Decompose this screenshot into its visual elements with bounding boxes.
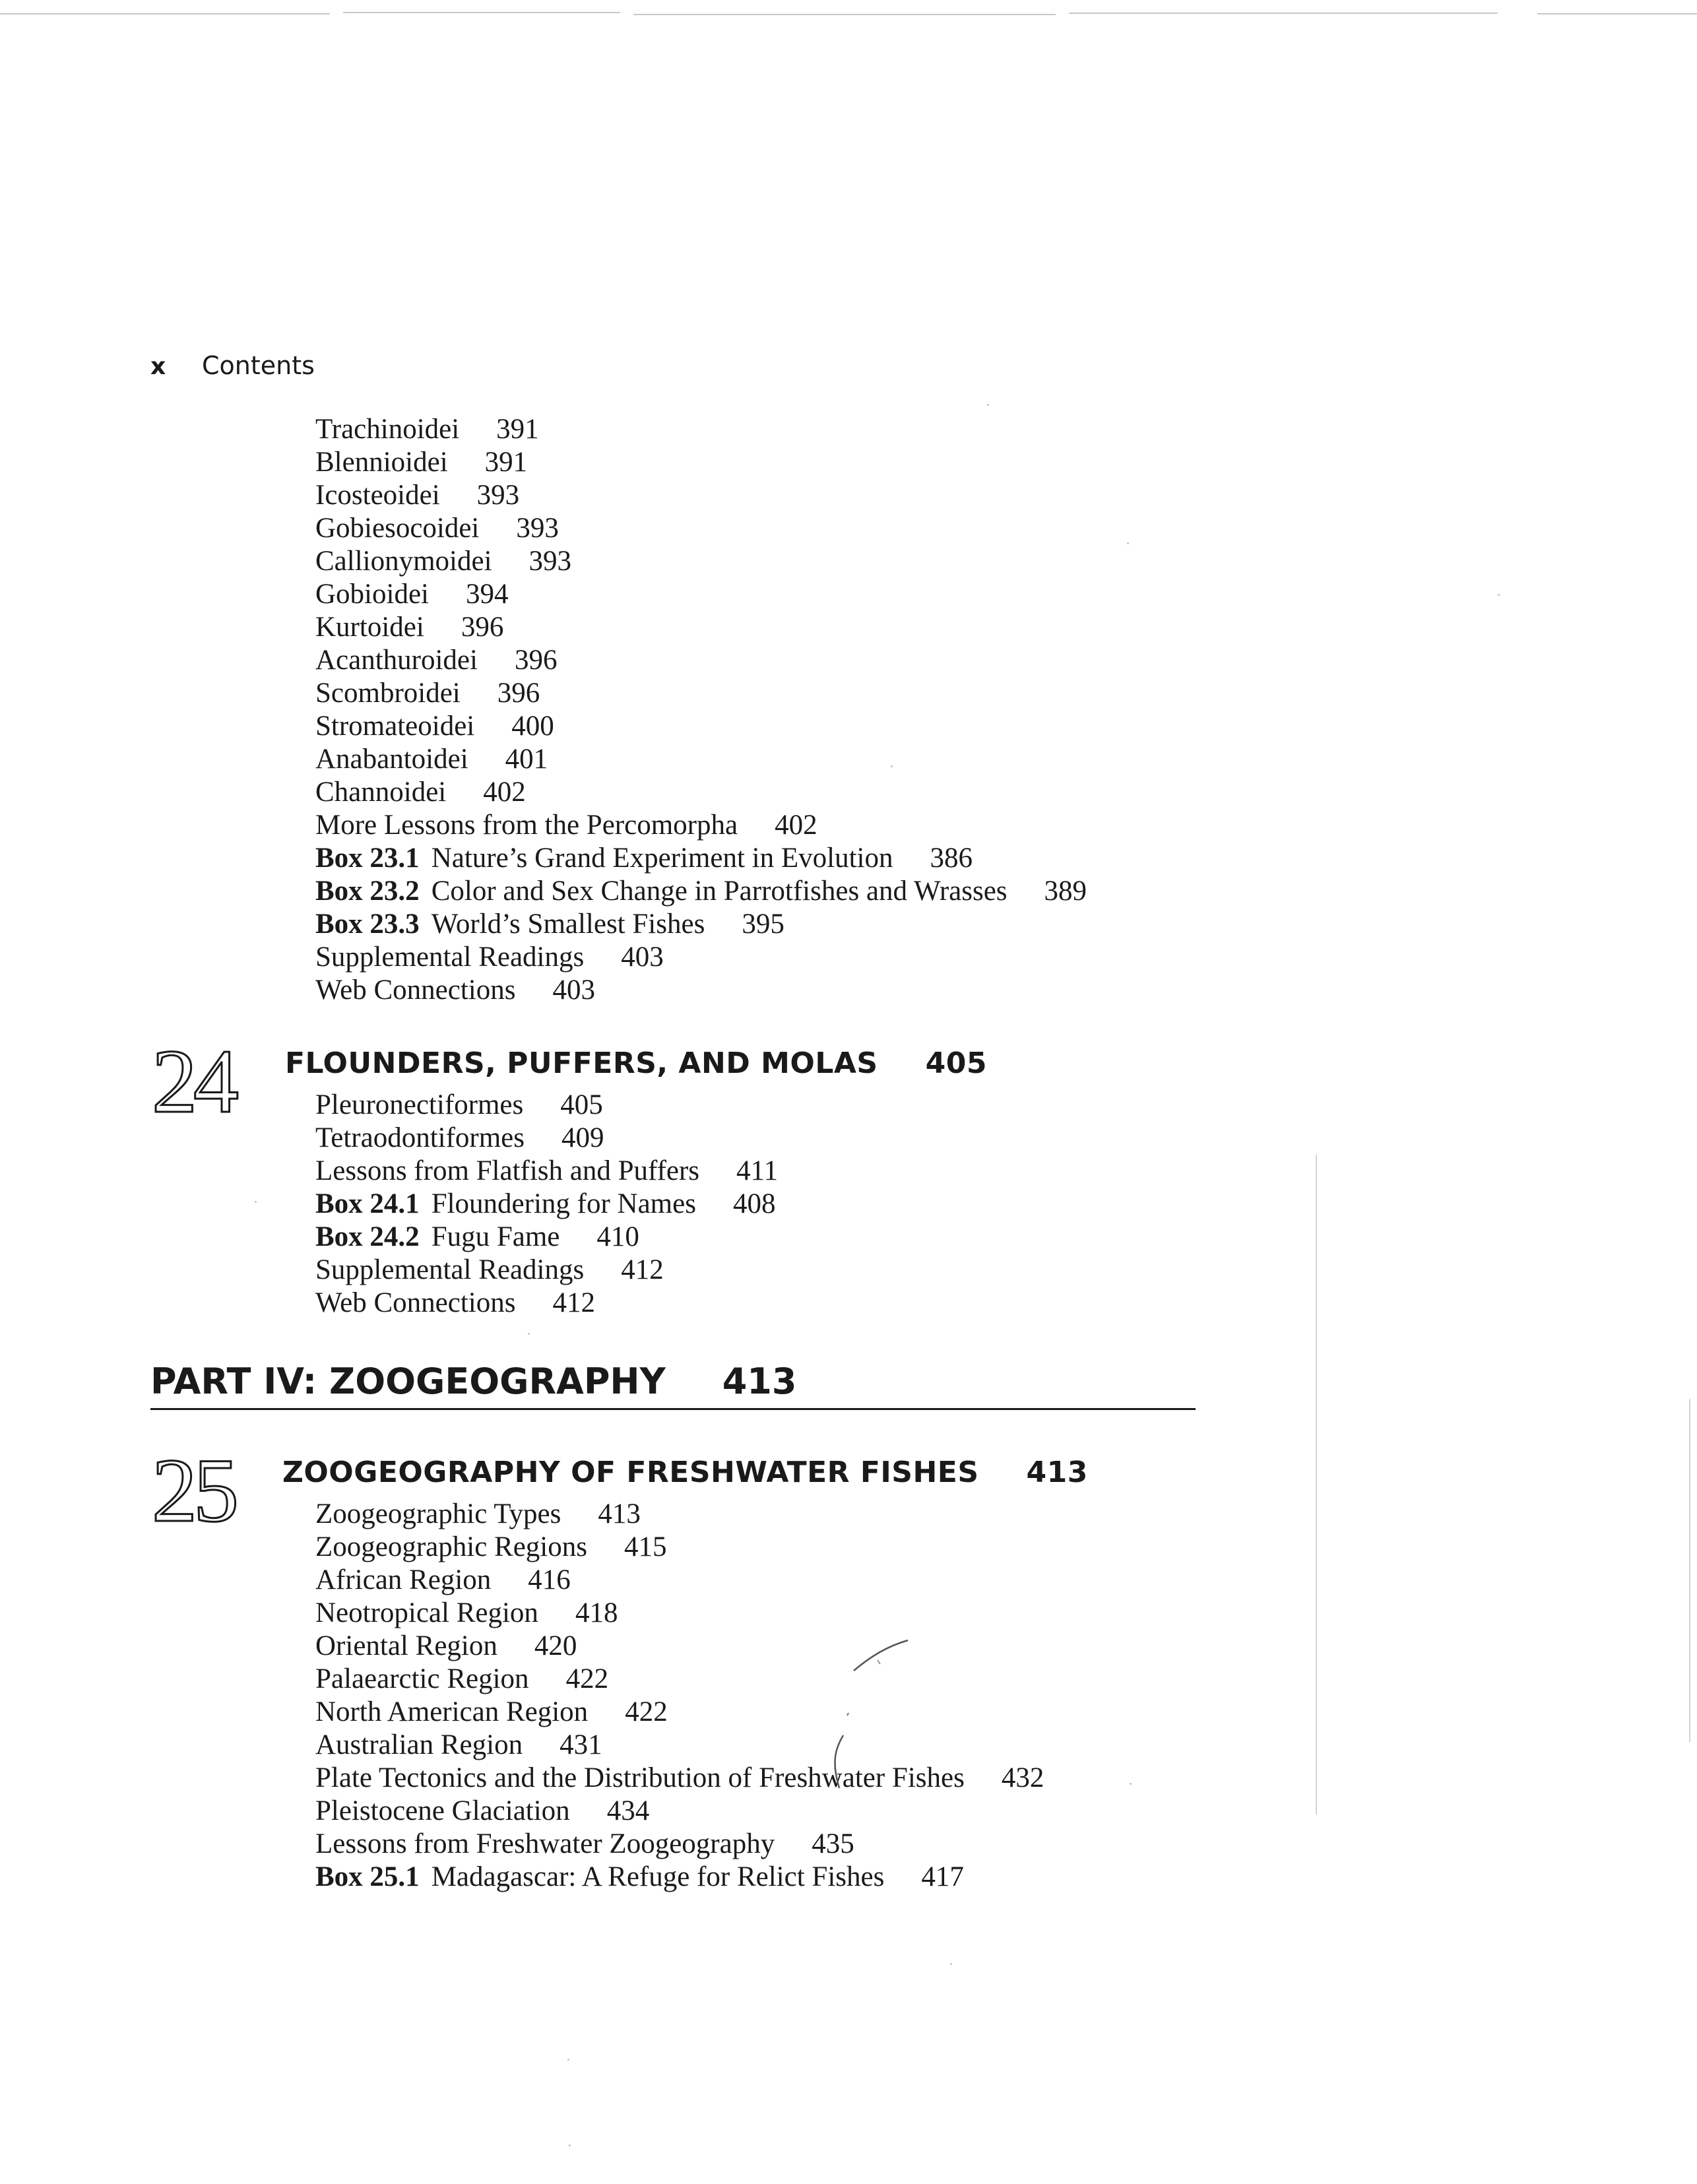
entry-page-number: 420 xyxy=(534,1630,577,1661)
box-entry[interactable] xyxy=(315,1221,639,1254)
entry-label: Blennioidei xyxy=(315,447,448,478)
toc-entry[interactable] xyxy=(315,1597,618,1630)
entry-label: Color and Sex Change in Parrotfishes and Wrasses xyxy=(431,876,1008,907)
chapter-24-title-text: FLOUNDERS, PUFFERS, AND MOLAS xyxy=(285,1046,878,1080)
entry-page-number: 393 xyxy=(528,546,572,577)
box-number: Box 24.2 xyxy=(315,1221,420,1252)
entry-label: Callionymoidei xyxy=(315,546,492,577)
entry-page-number: 405 xyxy=(560,1089,603,1120)
entry-page-number: 413 xyxy=(598,1498,641,1529)
entry-label: Gobioidei xyxy=(315,579,429,610)
toc-entry[interactable] xyxy=(315,1663,608,1696)
toc-entry[interactable] xyxy=(315,1122,604,1155)
entry-label: Zoogeographic Types xyxy=(315,1498,561,1529)
scan-margin-line xyxy=(1689,1399,1690,1742)
entry-label: Pleistocene Glaciation xyxy=(315,1795,570,1826)
box-entry[interactable] xyxy=(315,1861,964,1894)
entry-label: Palaearctic Region xyxy=(315,1663,529,1694)
entry-label: Fugu Fame xyxy=(431,1221,560,1252)
toc-entry[interactable] xyxy=(315,413,539,446)
box-entry[interactable] xyxy=(315,908,784,941)
entry-label: Anabantoidei xyxy=(315,744,468,775)
toc-entry[interactable] xyxy=(315,710,554,743)
entry-label: Madagascar: A Refuge for Relict Fishes xyxy=(431,1861,885,1892)
toc-entry[interactable] xyxy=(315,1089,603,1122)
scan-edge-artifact xyxy=(0,12,1697,17)
entry-page-number: 435 xyxy=(812,1828,854,1859)
toc-entry[interactable] xyxy=(315,677,540,710)
entry-page-number: 396 xyxy=(461,612,504,643)
scan-speck xyxy=(1130,1783,1132,1785)
entry-page-number: 408 xyxy=(732,1188,776,1219)
entry-label: Gobiesocoidei xyxy=(315,513,480,544)
toc-entry[interactable] xyxy=(315,1254,664,1287)
toc-entry[interactable] xyxy=(315,1564,571,1597)
entry-page-number: 412 xyxy=(621,1254,664,1285)
entry-page-number: 409 xyxy=(561,1122,604,1153)
chapter-25-title[interactable] xyxy=(282,1456,1088,1490)
running-header xyxy=(150,351,315,380)
entry-label: Supplemental Readings xyxy=(315,1254,585,1285)
part-4-title: PART IV: ZOOGEOGRAPHY xyxy=(150,1361,666,1402)
entry-label: Acanthuroidei xyxy=(315,645,478,676)
box-number: Box 23.2 xyxy=(315,876,420,907)
entry-page-number: 396 xyxy=(514,645,558,676)
toc-entry[interactable] xyxy=(315,512,559,545)
entry-label: Lessons from Flatfish and Puffers xyxy=(315,1155,700,1186)
toc-entry[interactable] xyxy=(315,1795,649,1828)
toc-entry[interactable] xyxy=(315,644,557,677)
entry-label: African Region xyxy=(315,1564,492,1595)
scan-speck xyxy=(569,2144,571,2146)
entry-label: Australian Region xyxy=(315,1729,523,1760)
entry-label: More Lessons from the Percomorpha xyxy=(315,810,738,841)
scan-margin-line xyxy=(1316,1155,1317,1815)
box-entry[interactable] xyxy=(315,842,973,875)
toc-entry[interactable] xyxy=(315,1498,641,1531)
entry-label: Nature’s Grand Experiment in Evolution xyxy=(431,843,893,874)
entry-page-number: 410 xyxy=(596,1221,639,1252)
toc-entry[interactable] xyxy=(315,1696,668,1729)
toc-entry[interactable] xyxy=(315,1531,667,1564)
entry-label: Trachinoidei xyxy=(315,414,460,445)
toc-entry[interactable] xyxy=(315,1729,602,1762)
scan-speck xyxy=(891,765,893,767)
toc-entry[interactable] xyxy=(315,1828,854,1861)
entry-page-number: 415 xyxy=(624,1531,667,1562)
entry-label: Floundering for Names xyxy=(431,1188,696,1219)
entry-label: Lessons from Freshwater Zoogeography xyxy=(315,1828,775,1859)
entry-page-number: 432 xyxy=(1001,1762,1044,1793)
toc-entry[interactable] xyxy=(315,1762,1044,1795)
chapter-24-number: 24 xyxy=(152,1031,235,1132)
toc-entry[interactable] xyxy=(315,743,548,776)
entry-label: Pleuronectiformes xyxy=(315,1089,524,1120)
entry-label: Channoidei xyxy=(315,777,447,808)
entry-label: Web Connections xyxy=(315,975,516,1006)
entry-page-number: 422 xyxy=(625,1696,668,1727)
entry-page-number: 401 xyxy=(505,744,548,775)
box-entry[interactable] xyxy=(315,1188,775,1221)
chapter-24-title[interactable] xyxy=(285,1046,987,1081)
entry-page-number: 394 xyxy=(465,579,509,610)
scan-speck xyxy=(528,1333,530,1335)
toc-entry[interactable] xyxy=(315,446,527,479)
scan-speck xyxy=(1498,594,1500,596)
entry-page-number: 386 xyxy=(930,843,973,874)
toc-entry[interactable] xyxy=(315,941,664,974)
page-folio: x xyxy=(150,353,166,380)
chapter-24-page: 405 xyxy=(925,1046,987,1080)
entry-page-number: 403 xyxy=(621,942,664,973)
scan-speck xyxy=(987,404,989,406)
pencil-mark xyxy=(851,1636,911,1676)
scan-speck xyxy=(567,2059,569,2061)
entry-page-number: 389 xyxy=(1044,876,1087,907)
toc-entry[interactable] xyxy=(315,1155,778,1188)
entry-page-number: 403 xyxy=(552,975,595,1006)
toc-entry[interactable] xyxy=(315,1630,577,1663)
scan-speck xyxy=(950,1963,952,1965)
entry-page-number: 418 xyxy=(575,1597,618,1628)
box-entry[interactable] xyxy=(315,875,1087,908)
chapter-25-number: 25 xyxy=(152,1440,235,1541)
entry-label: Stromateoidei xyxy=(315,711,475,742)
entry-label: Tetraodontiformes xyxy=(315,1122,525,1153)
entry-page-number: 400 xyxy=(511,711,554,742)
toc-entry[interactable] xyxy=(315,545,571,578)
entry-page-number: 391 xyxy=(496,414,539,445)
entry-page-number: 402 xyxy=(483,777,526,808)
part-4-rule xyxy=(150,1408,1196,1410)
chapter-25-title-text: ZOOGEOGRAPHY OF FRESHWATER FISHES xyxy=(282,1456,979,1489)
entry-page-number: 402 xyxy=(775,810,817,841)
toc-entry[interactable] xyxy=(315,578,508,611)
entry-page-number: 391 xyxy=(484,447,528,478)
entry-page-number: 412 xyxy=(552,1287,595,1318)
entry-page-number: 393 xyxy=(516,513,559,544)
entry-label: Plate Tectonics and the Distribution of Freshwater Fishes xyxy=(315,1762,965,1793)
entry-label: Icosteoidei xyxy=(315,480,440,511)
entry-page-number: 393 xyxy=(476,480,520,511)
pencil-mark xyxy=(826,1709,859,1795)
entry-page-number: 422 xyxy=(565,1663,609,1694)
part-4-heading[interactable] xyxy=(150,1362,796,1401)
entry-page-number: 411 xyxy=(736,1155,778,1186)
entry-label: Web Connections xyxy=(315,1287,516,1318)
scan-speck xyxy=(255,1201,257,1203)
entry-page-number: 434 xyxy=(606,1795,650,1826)
entry-label: Zoogeographic Regions xyxy=(315,1531,587,1562)
toc-entry[interactable] xyxy=(315,479,519,512)
toc-entry[interactable] xyxy=(315,1287,595,1320)
box-number: Box 24.1 xyxy=(315,1188,420,1219)
entry-page-number: 417 xyxy=(921,1861,964,1892)
entry-label: Oriental Region xyxy=(315,1630,497,1661)
entry-label: Supplemental Readings xyxy=(315,942,585,973)
box-number: Box 23.3 xyxy=(315,909,420,940)
entry-label: Neotropical Region xyxy=(315,1597,538,1628)
box-number: Box 23.1 xyxy=(315,843,420,874)
toc-entry[interactable] xyxy=(315,776,526,809)
toc-entry[interactable] xyxy=(315,611,503,644)
entry-page-number: 416 xyxy=(528,1564,571,1595)
chapter-25-page: 413 xyxy=(1026,1456,1088,1489)
entry-label: World’s Smallest Fishes xyxy=(431,909,705,940)
entry-page-number: 431 xyxy=(560,1729,602,1760)
scan-speck xyxy=(1127,542,1129,544)
entry-label: Scombroidei xyxy=(315,678,461,709)
toc-entry[interactable] xyxy=(315,974,595,1007)
running-header-title: Contents xyxy=(202,351,315,380)
toc-entry[interactable] xyxy=(315,809,817,842)
entry-page-number: 396 xyxy=(497,678,540,709)
part-4-page: 413 xyxy=(722,1361,797,1402)
entry-label: Kurtoidei xyxy=(315,612,424,643)
entry-label: North American Region xyxy=(315,1696,589,1727)
box-number: Box 25.1 xyxy=(315,1861,420,1892)
entry-page-number: 395 xyxy=(742,909,784,940)
